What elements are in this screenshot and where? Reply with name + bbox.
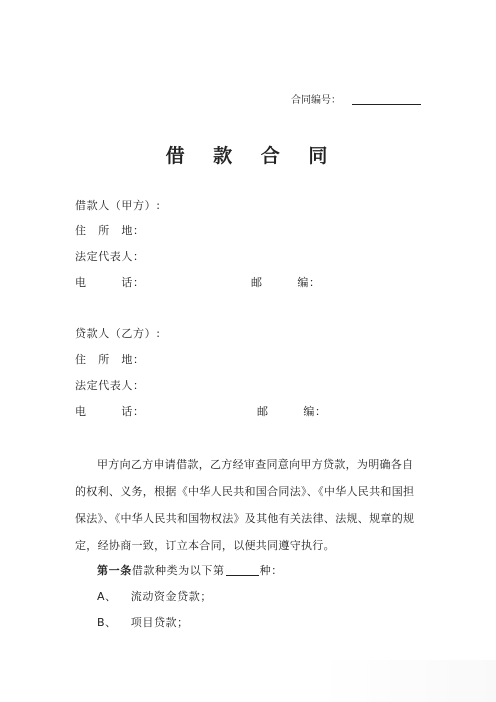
- borrower-name-label: 借款人（甲方）:: [75, 199, 161, 212]
- option-a-text: 流动资金贷款；: [130, 590, 212, 603]
- page-corner-shade: [320, 660, 496, 702]
- article-1-heading: 第一条: [97, 564, 132, 577]
- borrower-legal-rep-label: 法定代表人：: [75, 250, 145, 263]
- contract-number-blank[interactable]: [352, 104, 421, 105]
- option-b-text: 项目贷款；: [130, 616, 189, 629]
- article-1: [97, 562, 283, 578]
- contract-number-label: 合同编号：: [291, 95, 341, 106]
- borrower-address-label: 住 所 地：: [75, 224, 145, 237]
- intro-line-1: 甲方向乙方申请借款，乙方经审查同意向甲方贷款，为明确各自: [97, 458, 414, 471]
- lender-phone-label: 电 话：: [75, 405, 145, 418]
- borrower-postcode-label: 邮 编：: [251, 276, 321, 289]
- option-a: [97, 588, 212, 604]
- document-title: 借 款 合 同: [165, 145, 339, 167]
- lender-postcode-label: 邮 编：: [257, 405, 327, 418]
- intro-line-4: 定，经协商一致，订立本合同，以便共同遵守执行。: [75, 539, 335, 552]
- option-b-letter: B、: [97, 616, 117, 629]
- loan-type-blank[interactable]: [226, 575, 259, 576]
- option-a-letter: A、: [97, 590, 117, 603]
- lender-legal-rep-label: 法定代表人：: [75, 379, 145, 392]
- lender-name-label: 贷款人（乙方）:: [75, 327, 161, 340]
- borrower-phone-label: 电 话：: [75, 276, 145, 289]
- intro-line-3: 保法》、《中华人民共和国物权法》及其他有关法律、法规、规章的规: [75, 512, 415, 525]
- article-1-text-before: 借款种类为以下第: [131, 564, 225, 577]
- lender-address-label: 住 所 地：: [75, 353, 145, 366]
- intro-line-2: 的权利、义务，根据《中华人民共和国合同法》、《中华人民共和国担: [75, 485, 415, 498]
- article-1-text-after: 种：: [259, 564, 283, 577]
- option-b: [97, 614, 189, 630]
